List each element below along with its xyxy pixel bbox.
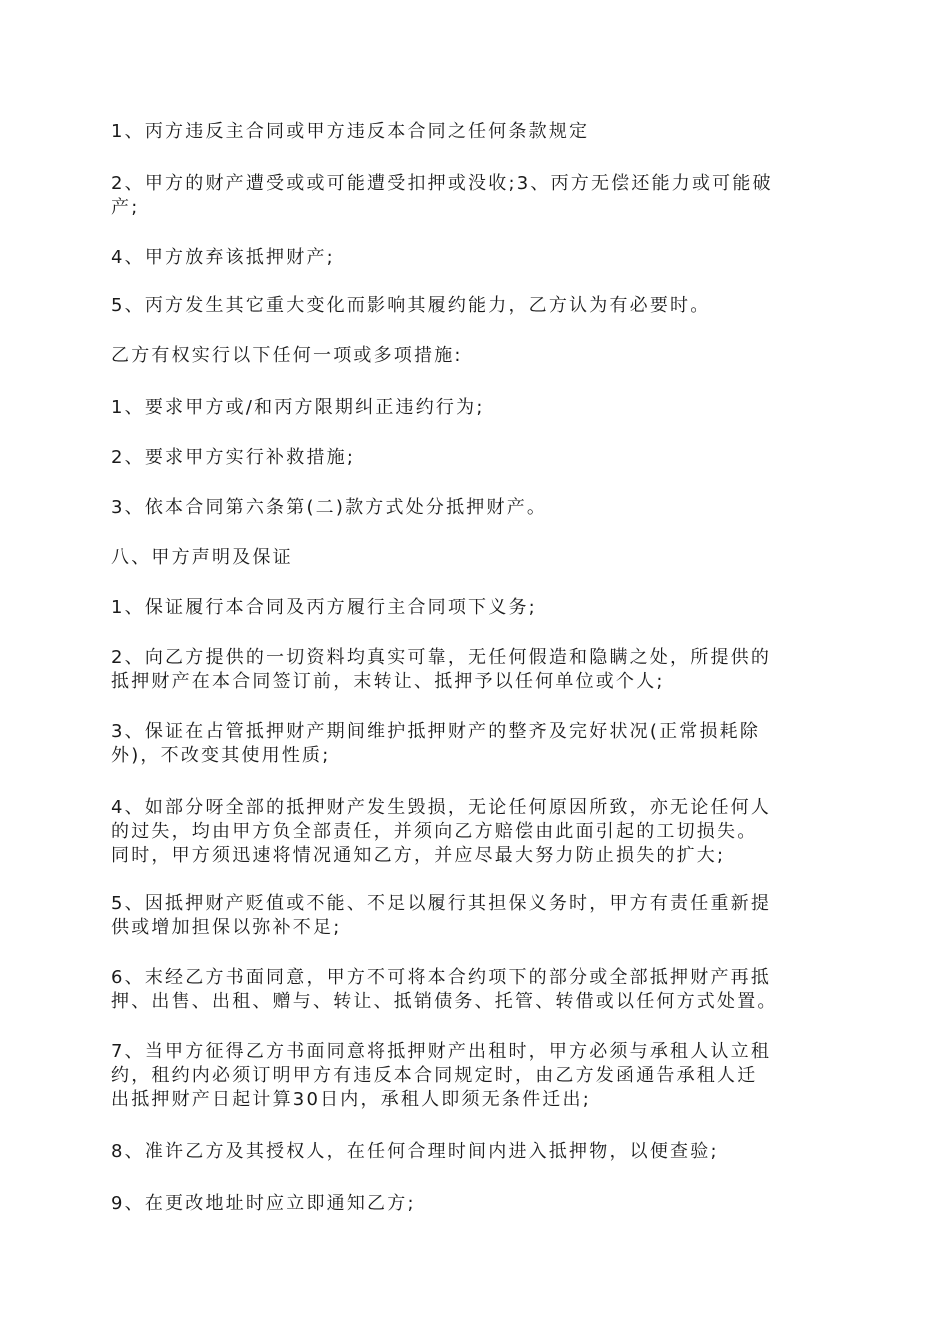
text-line: 产; (111, 197, 140, 218)
text-line: 乙方有权实行以下任何一项或多项措施: (111, 345, 463, 366)
text-line: 7、当甲方征得乙方书面同意将抵押财产出租时，甲方必须与承租人认立租 (111, 1041, 772, 1062)
paragraph (111, 246, 851, 270)
text-line: 5、因抵押财产贬值或不能、不足以履行其担保义务时，甲方有责任重新提 (111, 893, 772, 914)
paragraph (111, 892, 851, 940)
paragraph (111, 294, 851, 318)
paragraph (111, 1040, 851, 1112)
paragraph (111, 596, 851, 620)
paragraph (111, 1140, 851, 1164)
text-line: 押、出售、出租、赠与、转让、抵销债务、托管、转借或以任何方式处置。 (111, 991, 778, 1012)
text-line: 2、向乙方提供的一切资料均真实可靠，无任何假造和隐瞒之处，所提供的 (111, 647, 772, 668)
paragraph (111, 344, 851, 368)
paragraph (111, 446, 851, 470)
section-heading (111, 546, 851, 570)
text-line: 2、甲方的财产遭受或或可能遭受扣押或没收;3、丙方无偿还能力或可能破 (111, 173, 773, 194)
text-line: 外)，不改变其使用性质; (111, 745, 331, 766)
text-line: 八、甲方声明及保证 (111, 547, 293, 568)
text-line: 5、丙方发生其它重大变化而影响其履约能力，乙方认为有必要时。 (111, 295, 711, 316)
paragraph (111, 1192, 851, 1216)
paragraph (111, 646, 851, 694)
text-line: 2、要求甲方实行补救措施; (111, 447, 356, 468)
text-line: 1、丙方违反主合同或甲方违反本合同之任何条款规定 (111, 121, 590, 142)
text-line: 供或增加担保以弥补不足; (111, 917, 342, 938)
text-line: 出抵押财产日起计算30日内，承租人即须无条件迁出; (111, 1089, 591, 1110)
paragraph (111, 966, 851, 1014)
paragraph (111, 120, 851, 144)
text-line: 3、保证在占管抵押财产期间维护抵押财产的整齐及完好状况(正常损耗除 (111, 721, 761, 742)
text-line: 1、要求甲方或/和丙方限期纠正违约行为; (111, 397, 485, 418)
text-line: 9、在更改地址时应立即通知乙方; (111, 1193, 416, 1214)
text-line: 的过失，均由甲方负全部责任，并须向乙方赔偿由此面引起的工切损失。 (111, 821, 758, 842)
text-line: 3、依本合同第六条第(二)款方式处分抵押财产。 (111, 497, 548, 518)
text-line: 4、如部分呀全部的抵押财产发生毁损，无论任何原因所致，亦无论任何人 (111, 797, 772, 818)
paragraph (111, 720, 851, 768)
paragraph (111, 172, 851, 220)
paragraph (111, 396, 851, 420)
text-line: 8、准许乙方及其授权人，在任何合理时间内进入抵押物，以便查验; (111, 1141, 719, 1162)
text-line: 1、保证履行本合同及丙方履行主合同项下义务; (111, 597, 537, 618)
text-line: 约，租约内必须订明甲方有违反本合同规定时，由乙方发函通告承租人迁 (111, 1065, 758, 1086)
paragraph (111, 796, 851, 868)
paragraph (111, 496, 851, 520)
text-line: 6、末经乙方书面同意，甲方不可将本合约项下的部分或全部抵押财产再抵 (111, 967, 772, 988)
text-line: 4、甲方放弃该抵押财产; (111, 247, 335, 268)
text-line: 抵押财产在本合同签订前，末转让、抵押予以任何单位或个人; (111, 671, 665, 692)
text-line: 同时，甲方须迅速将情况通知乙方，并应尽最大努力防止损失的扩大; (111, 845, 726, 866)
